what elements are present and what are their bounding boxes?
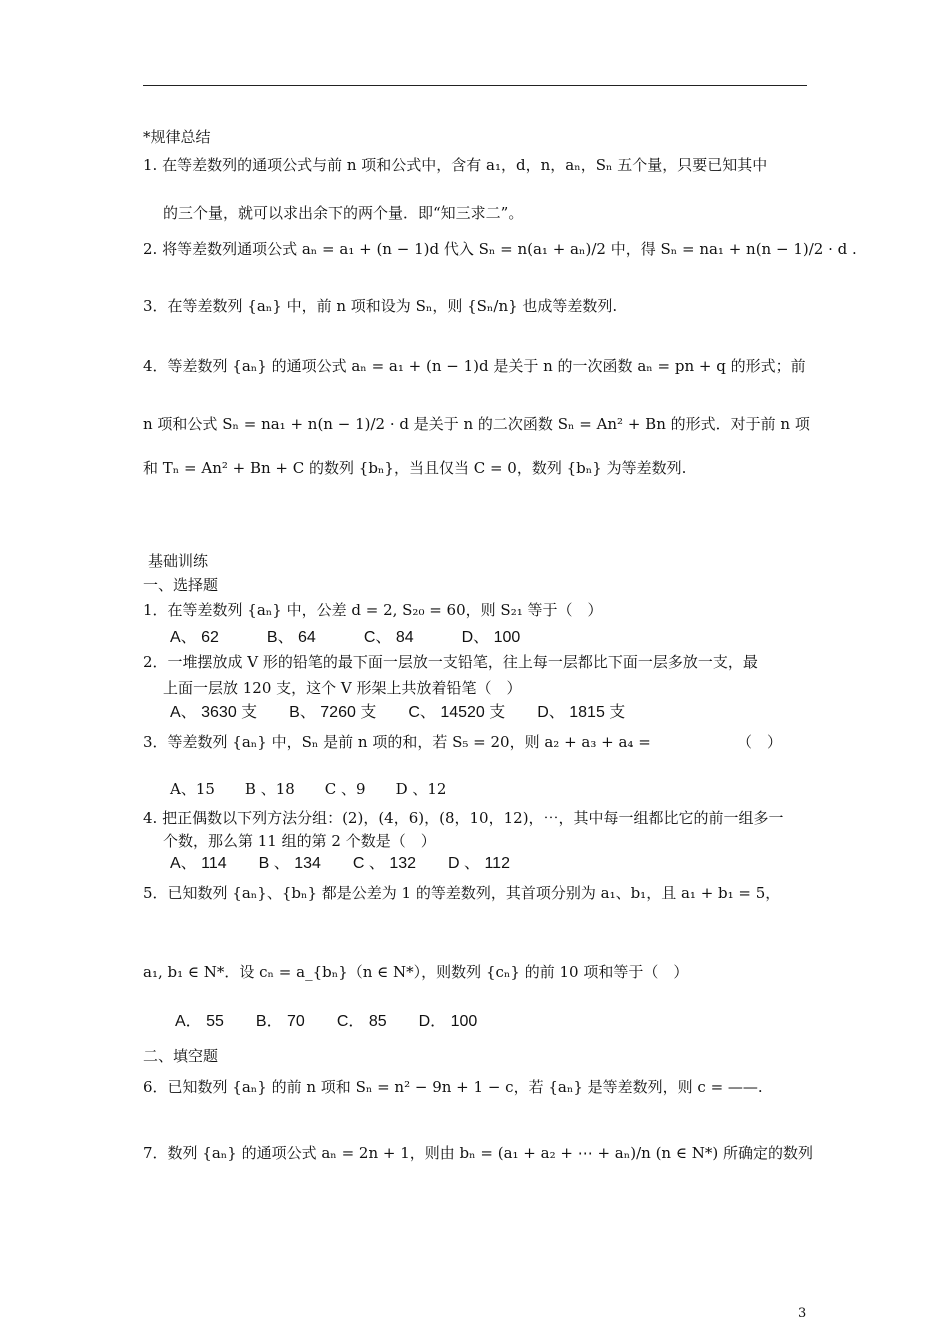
summary-heading: *规律总结 [143,128,211,146]
section-multiple-choice: 一、选择题 [143,576,219,594]
header-rule [143,85,807,86]
question-1-options: A、 62 B、 64 C、 84 D、 100 [170,629,521,646]
question-3-options: A、15 B 、18 C 、9 D 、12 [170,780,447,798]
question-5-options: A． 55 B． 70 C． 85 D． 100 [175,1013,478,1030]
question-6: 6．已知数列 {aₙ} 的前 n 项和 Sₙ = n² − 9n + 1 − c，若 {aₙ} 是等差数列，则 c = ——. [143,1078,763,1096]
training-heading: 基础训练 [148,552,209,570]
question-7: 7．数列 {aₙ} 的通项公式 aₙ = 2n + 1，则由 bₙ = (a₁ + a₂ + ⋯ + aₙ)/n (n ∈ N*) 所确定的数列 [143,1144,813,1162]
question-2-options: A、 3630 支 B、 7260 支 C、 14520 支 D、 1815 支 [170,704,626,721]
question-4-cont: 个数，那么第 11 组的第 2 个数是（ ） [163,832,436,850]
question-5: 5．已知数列 {aₙ}、{bₙ} 都是公差为 1 的等差数列，其首项分别为 a₁、b₁，且 a₁ + b₁ = 5， [143,884,781,902]
section-fill-blank: 二、填空题 [143,1047,219,1065]
question-2-cont: 上面一层放 120 支，这个 V 形架上共放着铅笔（ ） [163,679,522,697]
summary-point-1-cont: 的三个量，就可以求出余下的两个量．即“知三求二”。 [163,204,524,222]
summary-point-4-end: 和 Tₙ = An² + Bn + C 的数列 {bₙ}，当且仅当 C = 0，数列 {bₙ} 为等差数列. [143,459,687,477]
question-4: 4. 把正偶数以下列方法分组：(2)，(4，6)，(8，10，12)，⋯，其中每一组都比它的前一组多一 [143,809,784,827]
question-1: 1．在等差数列 {aₙ} 中，公差 d = 2, S₂₀ = 60，则 S₂₁ 等于（ ） [143,601,603,619]
question-2: 2．一堆摆放成 V 形的铅笔的最下面一层放一支铅笔，往上每一层都比下面一层多放一支，最 [143,653,758,671]
summary-point-4: 4．等差数列 {aₙ} 的通项公式 aₙ = a₁ + (n − 1)d 是关于 n 的一次函数 aₙ = pn + q 的形式；前 [143,357,806,375]
question-3: 3．等差数列 {aₙ} 中，Sₙ 是前 n 项的和，若 S₅ = 20，则 a₂ + a₃ + a₄ = [143,733,651,751]
question-5-cont: a₁, b₁ ∈ N*．设 cₙ = a_{bₙ}（n ∈ N*），则数列 {cₙ} 的前 10 项和等于（ ） [143,963,689,981]
question-3-paren: （ ） [737,733,783,751]
summary-point-1: 1. 在等差数列的通项公式与前 n 项和公式中，含有 a₁，d，n，aₙ，Sₙ 五个量，只要已知其中 [143,156,768,174]
summary-point-4-cont: n 项和公式 Sₙ = na₁ + n(n − 1)/2 · d 是关于 n 的二次函数 Sₙ = An² + Bn 的形式．对于前 n 项 [143,415,810,433]
summary-point-2: 2. 将等差数列通项公式 aₙ = a₁ + (n − 1)d 代入 Sₙ = n(a₁ + aₙ)/2 中，得 Sₙ = na₁ + n(n − 1)/2 · d . [143,240,857,258]
summary-point-3: 3．在等差数列 {aₙ} 中，前 n 项和设为 Sₙ，则 {Sₙ/n} 也成等差数列. [143,297,618,315]
page-number: 3 [798,1306,807,1321]
question-4-options: A、 114 B 、 134 C 、 132 D 、 112 [170,855,510,872]
